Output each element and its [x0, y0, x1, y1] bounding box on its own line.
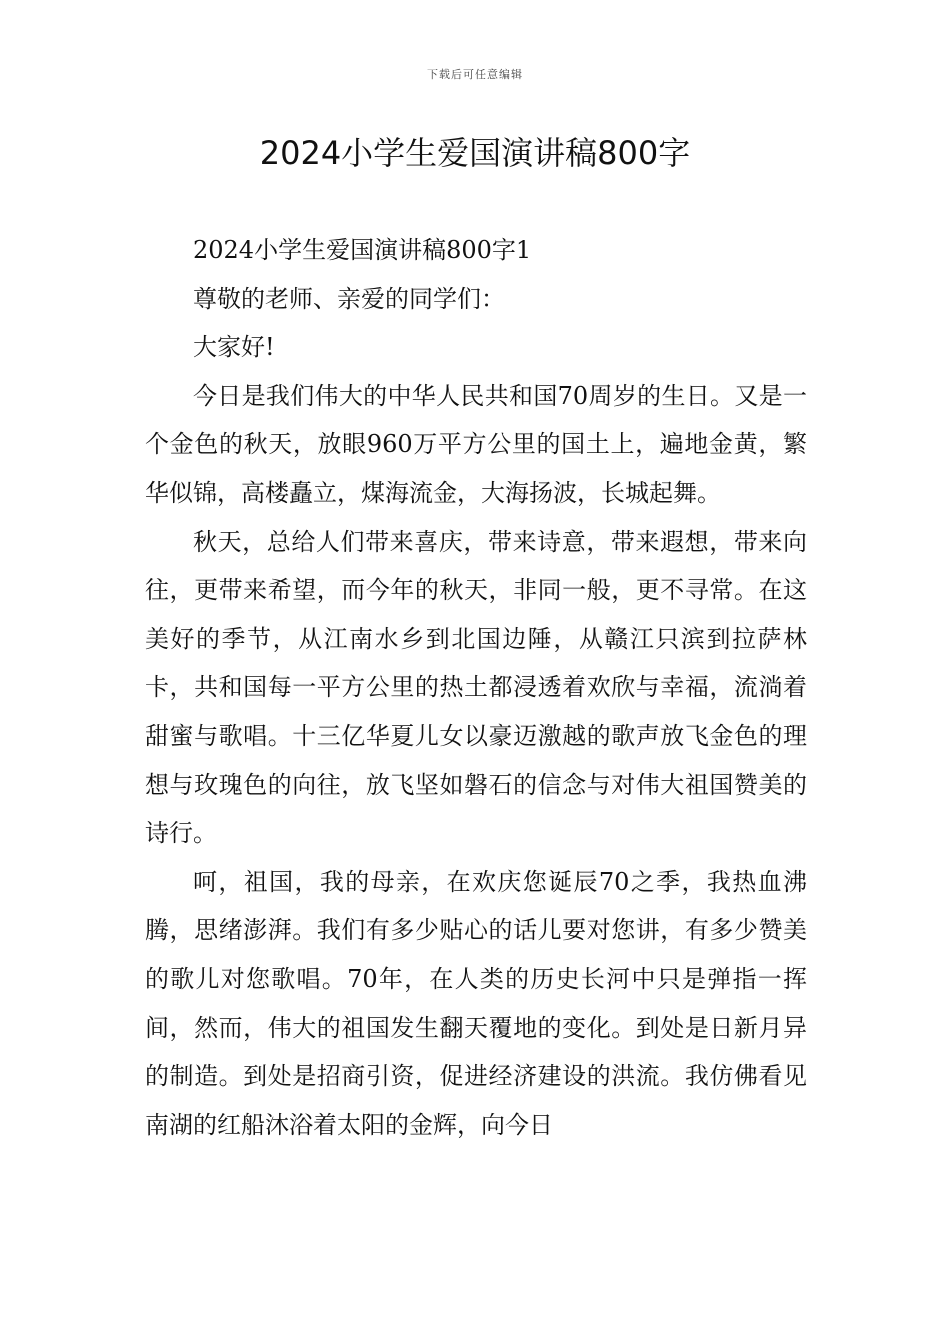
greeting-paragraph: 大家好! [193, 333, 275, 362]
salutation-paragraph: 尊敬的老师、亲爱的同学们： [193, 284, 505, 313]
body-paragraph: 今日是我们伟大的中华人民共和国70周岁的生日。又是一个金色的秋天，放眼960万平方公里的国土上，遍地金黄，繁华似锦，高楼矗立，煤海流金，大海扬波，长城起舞。 [145, 381, 807, 507]
body-paragraph: 呵，祖国，我的母亲，在欢庆您诞辰70之季，我热血沸腾，思绪澎湃。我们有多少贴心的话儿要对您讲，有多少赞美的歌儿对您歌唱。70年，在人类的历史长河中只是弹指一挥间，然而，伟大的祖国发生翻天覆地的变化。到处是日新月异的制造。到处是招商引资，促进经济建设的洪流。我仿佛看见南湖的红船沐浴着太阳的金辉，向今日 [145, 867, 807, 1139]
subtitle-paragraph: 2024小学生爱国演讲稿800字1 [193, 236, 532, 264]
document-title: 2024小学生爱国演讲稿800字 [259, 134, 691, 172]
body-paragraph: 秋天，总给人们带来喜庆，带来诗意，带来遐想，带来向往，更带来希望，而今年的秋天，非同一般，更不寻常。在这美好的季节，从江南水乡到北国边陲，从赣江只滨到拉萨林卡，共和国每一平方公里的热土都浸透着欢欣与幸福，流淌着甜蜜与歌唱。十三亿华夏儿女以豪迈激越的歌声放飞金色的理想与玫瑰色的向往，放飞坚如磐石的信念与对伟大祖国赞美的诗行。 [145, 527, 807, 848]
document-body [145, 226, 807, 1149]
page-header-note: 下载后可任意编辑 [427, 68, 523, 81]
